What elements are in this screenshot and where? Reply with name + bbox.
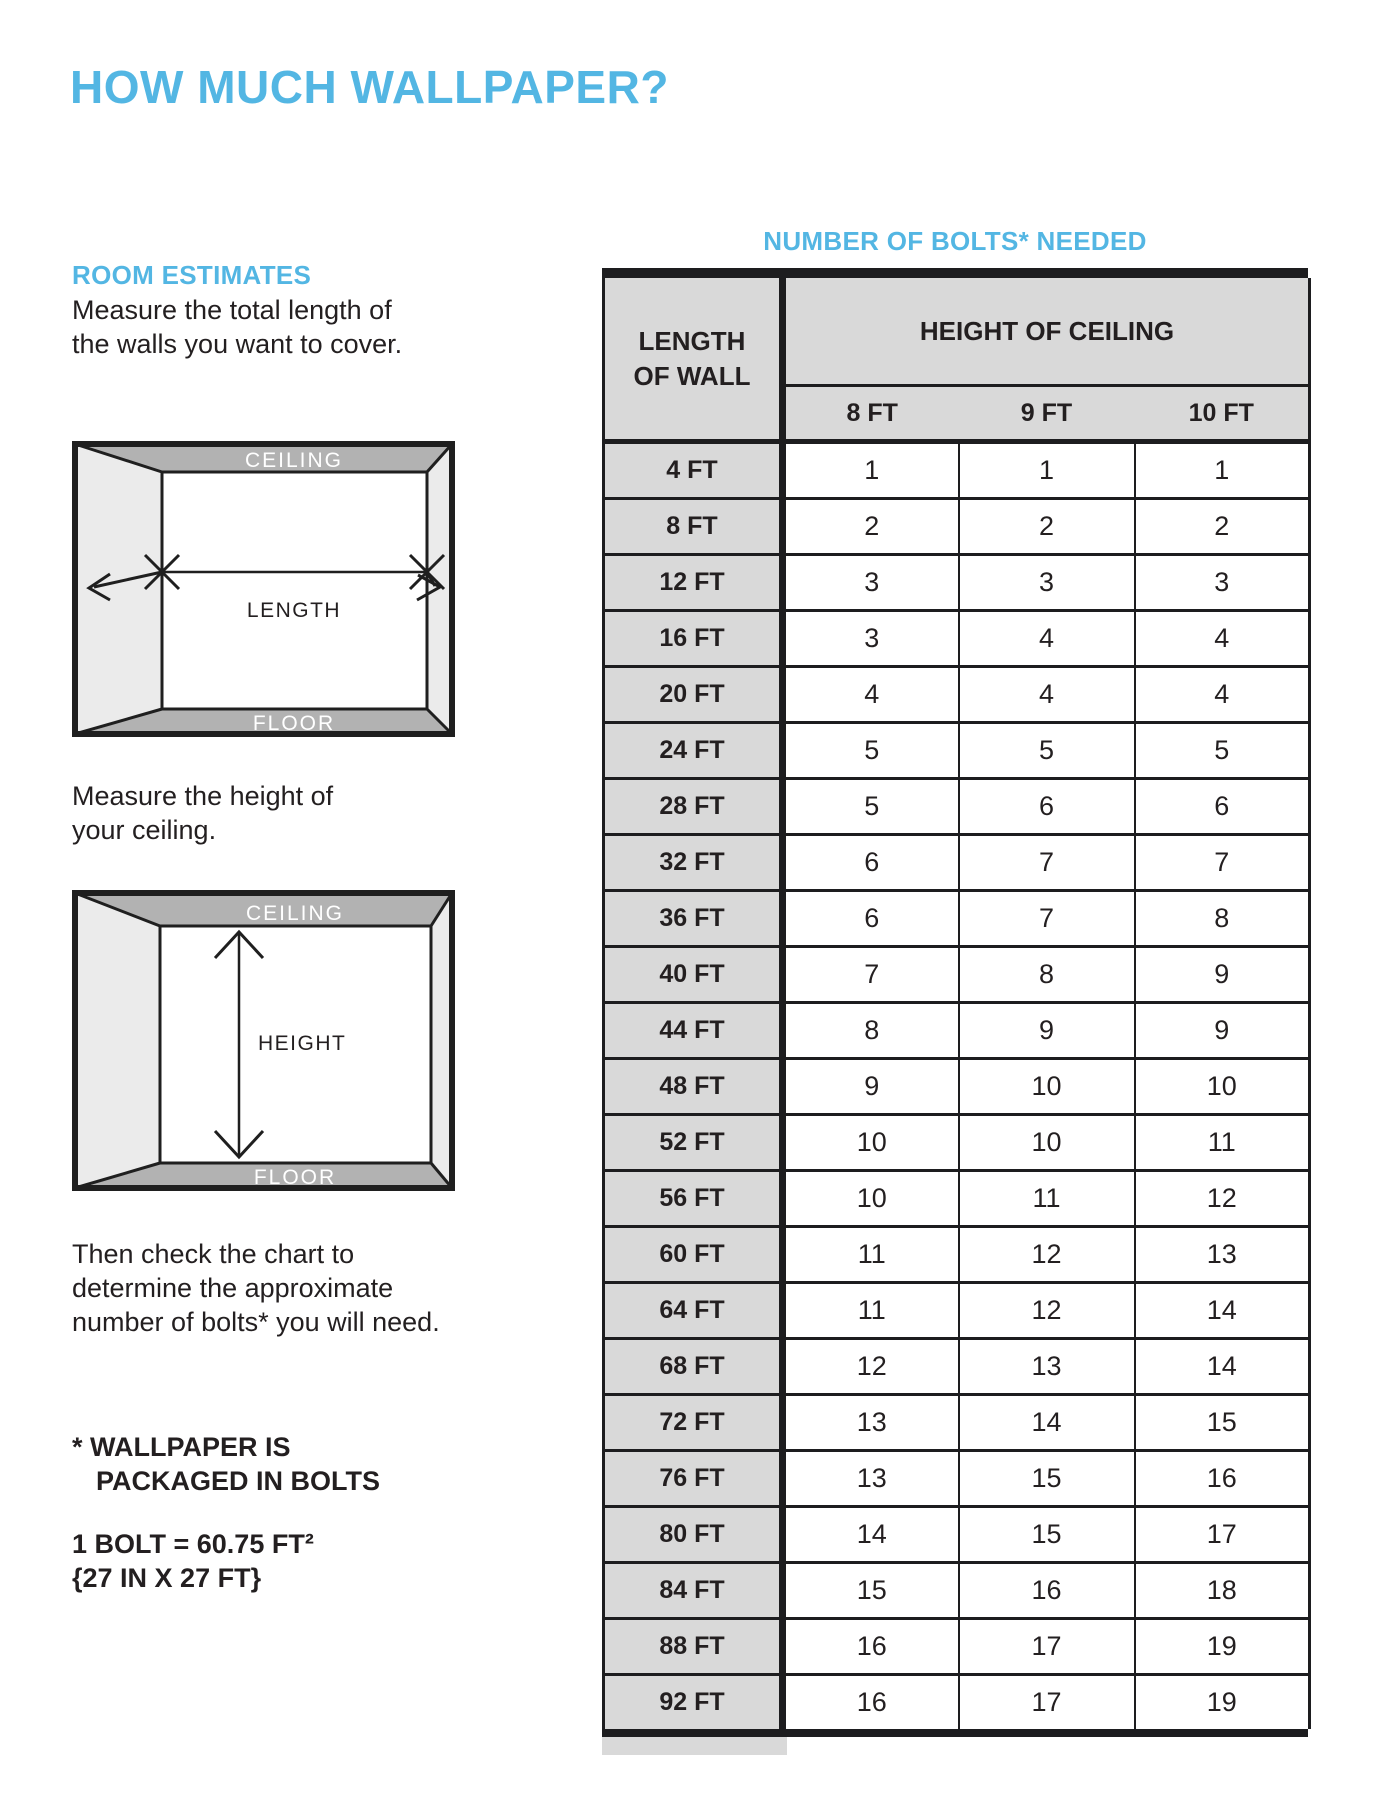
floor-label: FLOOR: [252, 712, 336, 735]
table-row: [604, 1451, 1310, 1507]
row-label: 56 FT: [604, 1171, 783, 1227]
bolts-value: 19: [1135, 1619, 1310, 1675]
bolts-value: 3: [959, 555, 1135, 611]
ceiling-label: CEILING: [244, 449, 344, 472]
bolts-value: 8: [959, 947, 1135, 1003]
length-of-wall-header: [604, 278, 783, 442]
bolts-value: 16: [1135, 1451, 1310, 1507]
room-length-diagram: [72, 441, 455, 737]
table-bottom-sliver: [602, 1737, 787, 1755]
bolts-value: 12: [783, 1339, 959, 1395]
room-estimates-heading: ROOM ESTIMATES: [72, 260, 312, 290]
row-label: 28 FT: [604, 779, 783, 835]
left-wall-surface: [72, 890, 160, 1191]
bolts-value: 1: [959, 442, 1135, 499]
bolts-value: 4: [783, 667, 959, 723]
bolts-value: 3: [783, 611, 959, 667]
bolts-value: 5: [1135, 723, 1310, 779]
table-row: [604, 947, 1310, 1003]
bolts-value: 12: [1135, 1171, 1310, 1227]
row-label: 44 FT: [604, 1003, 783, 1059]
text-line: determine the approximate: [72, 1273, 394, 1303]
page-title: HOW MUCH WALLPAPER?: [70, 61, 669, 113]
table-bottom-bar: [602, 1729, 1308, 1737]
table-top-bar: [602, 268, 1308, 278]
bolts-table-body: [604, 442, 1310, 1730]
bolts-value: 13: [1135, 1227, 1310, 1283]
row-label: 20 FT: [604, 667, 783, 723]
bolts-value: 7: [959, 891, 1135, 947]
table-row: [604, 1283, 1310, 1339]
row-label: 40 FT: [604, 947, 783, 1003]
table-row: [604, 442, 1310, 499]
bolts-value: 14: [783, 1507, 959, 1563]
row-label: 12 FT: [604, 555, 783, 611]
table-row: [604, 1115, 1310, 1171]
left-wall-surface: [72, 441, 162, 737]
bolts-value: 8: [783, 1003, 959, 1059]
bolts-table: [602, 278, 1311, 1729]
bolts-value: 3: [783, 555, 959, 611]
bolts-value: 4: [1135, 611, 1310, 667]
bolts-value: 2: [1135, 499, 1310, 555]
bolts-value: 10: [783, 1115, 959, 1171]
room-height-diagram: [72, 890, 455, 1191]
bolts-value: 16: [783, 1675, 959, 1730]
instruction-measure-length: [72, 293, 402, 361]
bolts-value: 18: [1135, 1563, 1310, 1619]
table-row: [604, 667, 1310, 723]
row-label: 60 FT: [604, 1227, 783, 1283]
row-label: 36 FT: [604, 891, 783, 947]
floor-label: FLOOR: [253, 1166, 337, 1189]
table-row: [604, 1563, 1310, 1619]
bolts-value: 11: [959, 1171, 1135, 1227]
row-label: 64 FT: [604, 1283, 783, 1339]
row-label: 52 FT: [604, 1115, 783, 1171]
bolts-value: 1: [783, 442, 959, 499]
table-row: [604, 835, 1310, 891]
row-label: 84 FT: [604, 1563, 783, 1619]
text-line: Then check the chart to: [72, 1239, 355, 1269]
length-label: LENGTH: [246, 599, 342, 622]
row-label: 32 FT: [604, 835, 783, 891]
bolts-value: 14: [1135, 1283, 1310, 1339]
bolts-value: 2: [783, 499, 959, 555]
instruction-measure-height: [72, 779, 333, 847]
back-wall-surface: [162, 472, 427, 709]
bolts-value: 5: [783, 723, 959, 779]
bolts-value: 12: [959, 1227, 1135, 1283]
row-label: 72 FT: [604, 1395, 783, 1451]
row-label: 88 FT: [604, 1619, 783, 1675]
bolts-value: 7: [1135, 835, 1310, 891]
text-line: PACKAGED IN BOLTS: [96, 1466, 381, 1496]
bolts-value: 10: [783, 1171, 959, 1227]
bolts-value: 4: [959, 667, 1135, 723]
bolts-value: 9: [1135, 1003, 1310, 1059]
table-row: [604, 891, 1310, 947]
bolts-value: 8: [1135, 891, 1310, 947]
height-label: HEIGHT: [258, 1032, 347, 1055]
table-row: [604, 1003, 1310, 1059]
text-line: Measure the total length of: [72, 295, 392, 325]
bolts-table-wrap: [602, 268, 1308, 1755]
row-label: 80 FT: [604, 1507, 783, 1563]
table-row: [604, 723, 1310, 779]
col-header-10ft: 10 FT: [1135, 386, 1310, 442]
bolts-value: 3: [1135, 555, 1310, 611]
bolts-value: 11: [1135, 1115, 1310, 1171]
bolts-value: 10: [1135, 1059, 1310, 1115]
table-header-row-1: [604, 278, 1310, 386]
header-line: OF WALL: [633, 360, 751, 391]
table-row: [604, 1059, 1310, 1115]
bolts-value: 15: [959, 1507, 1135, 1563]
bolts-value: 11: [783, 1283, 959, 1339]
bolts-value: 9: [783, 1059, 959, 1115]
text-line: {27 IN X 27 FT}: [72, 1563, 262, 1593]
row-label: 4 FT: [604, 442, 783, 499]
bolts-value: 5: [959, 723, 1135, 779]
bolts-value: 1: [1135, 442, 1310, 499]
bolts-value: 10: [959, 1059, 1135, 1115]
table-row: [604, 1619, 1310, 1675]
table-row: [604, 1227, 1310, 1283]
bolts-value: 7: [959, 835, 1135, 891]
text-line: number of bolts* you will need.: [72, 1307, 440, 1337]
bolts-value: 16: [959, 1563, 1135, 1619]
bolts-value: 12: [959, 1283, 1135, 1339]
header-line: LENGTH: [638, 325, 746, 356]
row-label: 16 FT: [604, 611, 783, 667]
text-line: the walls you want to cover.: [72, 329, 403, 359]
row-label: 76 FT: [604, 1451, 783, 1507]
height-of-ceiling-header: HEIGHT OF CEILING: [783, 278, 1310, 386]
bolt-size-note: [72, 1527, 314, 1595]
col-header-8ft: 8 FT: [783, 386, 959, 442]
text-line: * WALLPAPER IS: [72, 1432, 291, 1462]
bolts-value: 13: [783, 1451, 959, 1507]
bolts-table-heading: NUMBER OF BOLTS* NEEDED: [763, 226, 1147, 256]
bolts-value: 7: [783, 947, 959, 1003]
bolts-value: 6: [783, 891, 959, 947]
table-row: [604, 499, 1310, 555]
bolts-value: 17: [1135, 1507, 1310, 1563]
bolts-value: 15: [1135, 1395, 1310, 1451]
bolts-value: 13: [959, 1339, 1135, 1395]
table-row: [604, 1675, 1310, 1730]
bolts-value: 17: [959, 1619, 1135, 1675]
row-label: 68 FT: [604, 1339, 783, 1395]
bolts-value: 15: [783, 1563, 959, 1619]
bolts-value: 4: [959, 611, 1135, 667]
table-row: [604, 779, 1310, 835]
text-line: your ceiling.: [72, 815, 217, 845]
col-header-9ft: 9 FT: [959, 386, 1135, 442]
bolts-value: 15: [959, 1451, 1135, 1507]
bolts-value: 9: [959, 1003, 1135, 1059]
table-row: [604, 1507, 1310, 1563]
bolts-value: 10: [959, 1115, 1135, 1171]
bolts-value: 6: [1135, 779, 1310, 835]
bolts-value: 17: [959, 1675, 1135, 1730]
text-line: Measure the height of: [72, 781, 334, 811]
bolts-value: 14: [1135, 1339, 1310, 1395]
bolts-value: 16: [783, 1619, 959, 1675]
table-row: [604, 611, 1310, 667]
table-row: [604, 1395, 1310, 1451]
bolts-value: 4: [1135, 667, 1310, 723]
text-line: 1 BOLT = 60.75 FT²: [72, 1529, 314, 1559]
table-row: [604, 1339, 1310, 1395]
bolts-footnote: [72, 1430, 380, 1498]
ceiling-label: CEILING: [245, 902, 345, 925]
bolts-value: 5: [783, 779, 959, 835]
bolts-value: 6: [783, 835, 959, 891]
bolts-value: 11: [783, 1227, 959, 1283]
bolts-value: 6: [959, 779, 1135, 835]
bolts-value: 14: [959, 1395, 1135, 1451]
row-label: 24 FT: [604, 723, 783, 779]
table-row: [604, 1171, 1310, 1227]
instruction-check-chart: [72, 1237, 440, 1339]
row-label: 48 FT: [604, 1059, 783, 1115]
table-row: [604, 555, 1310, 611]
row-label: 92 FT: [604, 1675, 783, 1730]
bolts-value: 13: [783, 1395, 959, 1451]
bolts-value: 19: [1135, 1675, 1310, 1730]
bolts-value: 9: [1135, 947, 1310, 1003]
bolts-value: 2: [959, 499, 1135, 555]
row-label: 8 FT: [604, 499, 783, 555]
